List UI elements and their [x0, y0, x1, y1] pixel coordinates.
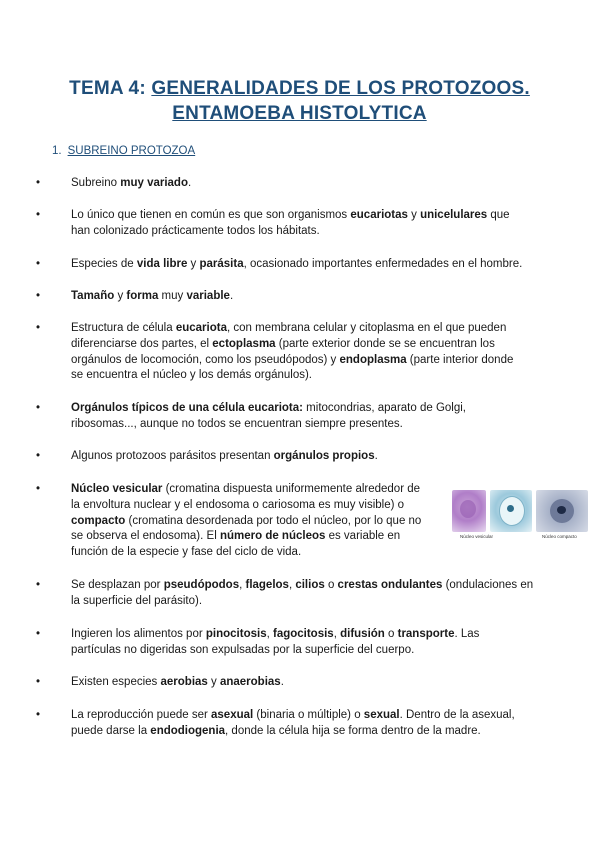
text-run: (parte exterior donde se se encuentran los — [275, 337, 495, 350]
title-line-1 — [0, 78, 599, 100]
title-prefix: TEMA 4: — [69, 78, 152, 99]
list-item — [36, 176, 556, 192]
text-run: . — [374, 450, 378, 462]
text-run: Subreino — [71, 177, 121, 189]
list-item-text — [71, 401, 556, 433]
text-run: que — [487, 209, 510, 221]
bold-term: sexual — [363, 709, 400, 721]
bold-term: endodiogenia — [150, 724, 226, 737]
bullet-icon: • — [36, 290, 41, 302]
bullet-icon: • — [36, 209, 41, 221]
bullet-icon: • — [36, 322, 41, 334]
list-item-text — [71, 321, 556, 384]
nucleus-figure — [452, 490, 588, 542]
list-item-text — [71, 675, 556, 691]
list-item-text — [71, 176, 556, 192]
bullet-icon: • — [36, 709, 41, 721]
text-run: Existen especies — [71, 676, 161, 688]
list-item — [36, 257, 556, 273]
bold-term: asexual — [211, 709, 254, 721]
bold-term: compacto — [71, 514, 126, 527]
bold-term: unicelulares — [420, 209, 488, 221]
bold-term: flagelos — [245, 579, 289, 591]
caption-compact: Núcleo compacto — [542, 534, 577, 539]
text-run: , — [333, 628, 341, 640]
bullet-icon: • — [36, 450, 41, 462]
text-run: , — [288, 579, 296, 591]
bold-term: orgánulos propios — [273, 450, 375, 462]
list-item-text — [71, 482, 446, 561]
list-item — [36, 321, 556, 384]
bold-term: fagocitosis — [272, 628, 334, 640]
text-run: muy — [158, 290, 187, 302]
bold-term: cilios — [295, 579, 325, 591]
bold-term: forma — [126, 290, 159, 302]
bold-term: difusión — [340, 628, 385, 640]
bold-term: Orgánulos típicos de una célula eucariota: — [71, 402, 303, 414]
bold-term: variable — [186, 290, 230, 302]
list-item — [36, 289, 556, 305]
text-run: función de la especie y fase del ciclo de vida. — [71, 546, 302, 559]
micrograph-image — [452, 490, 486, 532]
list-item — [36, 208, 556, 240]
bold-term: crestas ondulantes — [337, 579, 443, 591]
text-run: han colonizado prácticamente todos los hábitats. — [71, 224, 320, 237]
text-run: (ondulaciones en — [442, 579, 534, 591]
bold-term: vida libre — [136, 258, 188, 270]
text-run: Algunos protozoos parásitos presentan — [71, 450, 274, 462]
text-run: puede darse la — [71, 724, 151, 737]
text-run: la superficie del parásito). — [71, 594, 203, 607]
bullet-icon: • — [36, 579, 41, 591]
list-item — [36, 449, 556, 465]
text-run: . — [280, 676, 284, 688]
section-number: 1. — [52, 145, 62, 157]
text-run: . — [187, 177, 192, 189]
title-subtitle: ENTAMOEBA HISTOLYTICA — [172, 103, 427, 124]
text-run: diferenciarse dos partes, el — [71, 337, 213, 350]
text-run: , con membrana celular y citoplasma en el que pueden — [226, 322, 507, 334]
text-run: . Dentro de la asexual, — [399, 709, 515, 721]
text-run: ribosomas..., aunque no todos se encuentran siempre presentes. — [71, 417, 403, 430]
bold-term: parásita — [199, 258, 244, 270]
bold-term: pseudópodos — [163, 579, 240, 591]
list-item-text — [71, 257, 556, 273]
title-main: GENERALIDADES DE LOS PROTOZOOS. — [151, 78, 530, 99]
text-run: (parte interior donde — [406, 353, 514, 366]
text-run: Se desplazan por — [71, 579, 164, 591]
text-run: Lo único que tienen en común es que son organismos — [71, 209, 351, 221]
caption-vesicular: Núcleo vesicular — [460, 534, 494, 539]
text-run: se observa el endosoma). El — [71, 530, 220, 543]
text-run: Ingieren los alimentos por — [71, 628, 206, 640]
text-run: , donde la célula hija se forma dentro de la madre. — [225, 724, 481, 737]
bullet-icon: • — [36, 483, 41, 495]
list-item-text — [71, 208, 556, 240]
text-run: mitocondrias, aparato de Golgi, — [302, 402, 466, 414]
text-run: Estructura de célula — [71, 322, 176, 334]
bold-term: Núcleo vesicular — [71, 483, 163, 495]
section-heading — [52, 145, 195, 157]
text-run: . — [229, 290, 234, 302]
text-run: o — [384, 628, 398, 640]
bullet-icon: • — [36, 177, 41, 189]
text-run: y — [187, 258, 200, 270]
list-item — [36, 708, 556, 740]
bold-term: aerobias — [160, 676, 208, 688]
title-line-2 — [0, 103, 599, 125]
list-item-text — [71, 449, 556, 465]
bold-term: endoplasma — [339, 353, 407, 366]
bold-term: muy variado — [120, 177, 188, 189]
list-item — [36, 401, 556, 433]
list-item-text — [71, 708, 556, 740]
list-item-text — [71, 578, 556, 610]
text-run: o — [324, 579, 338, 591]
bullet-icon: • — [36, 676, 41, 688]
list-item — [36, 675, 556, 691]
bullet-icon: • — [36, 402, 41, 414]
bold-term: eucariota — [175, 322, 227, 334]
text-run: (binaria o múltiple) o — [253, 709, 364, 721]
bold-term: anaerobias — [219, 676, 281, 688]
bold-term: ectoplasma — [212, 337, 276, 350]
text-run: y — [114, 290, 127, 302]
text-run: (cromatina dispuesta uniformemente alrededor de — [162, 483, 421, 495]
text-run: y — [407, 209, 421, 221]
text-run: . Las — [454, 628, 480, 640]
micrograph-image — [490, 490, 532, 532]
text-run: Especies de — [71, 258, 137, 270]
bold-term: número de núcleos — [219, 530, 326, 543]
text-run: (cromatina desordenada por todo el núcleo, por lo que no — [125, 514, 422, 527]
text-run: , — [239, 579, 246, 591]
list-item — [36, 627, 556, 659]
bullet-icon: • — [36, 628, 41, 640]
text-run: orgánulos de locomoción, como los pseudópodos) y — [71, 353, 340, 366]
list-item — [36, 482, 446, 561]
text-run: es variable en — [325, 530, 401, 543]
bullet-icon: • — [36, 258, 41, 270]
bold-term: pinocitosis — [205, 628, 267, 640]
text-run: , — [266, 628, 273, 640]
text-run: y — [207, 676, 220, 688]
text-run: , ocasionado importantes enfermedades en el hombre. — [243, 258, 523, 270]
micrograph-image — [536, 490, 588, 532]
text-run: se encuentra el núcleo y los demás orgánulos). — [71, 369, 313, 382]
bold-term: eucariotas — [350, 209, 408, 221]
text-run: partículas no digeridas son expulsadas por la superficie del cuerpo. — [71, 643, 415, 656]
bold-term: transporte — [397, 628, 455, 640]
list-item — [36, 578, 556, 610]
list-item-text — [71, 627, 556, 659]
text-run: la envoltura nuclear y el endosoma o cariosoma es muy visible) o — [71, 498, 405, 511]
list-item-text — [71, 289, 556, 305]
bold-term: Tamaño — [71, 290, 115, 302]
section-label: SUBREINO PROTOZOA — [67, 145, 196, 157]
text-run: La reproducción puede ser — [71, 709, 212, 721]
